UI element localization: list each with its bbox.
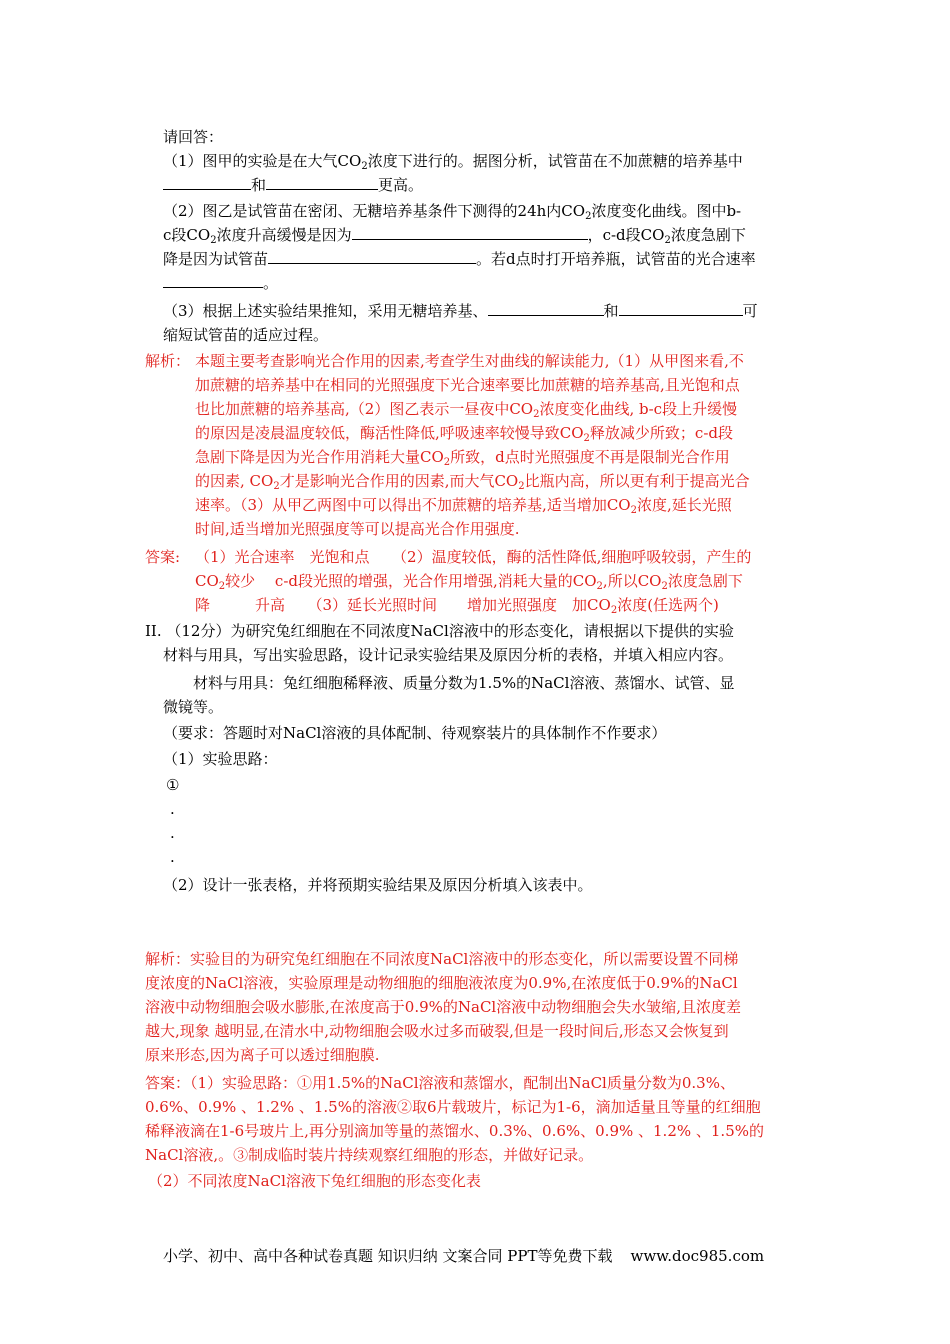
analysis-text: 解析：实验目的为研究兔红细胞在不同浓度NaCl溶液中的形态变化，所以需要设置不同梯 [145, 950, 739, 968]
dot-marker: . [170, 800, 175, 818]
question-ii-line: 材料与用具：兔红细胞稀释液、质量分数为1.5%的NaCl溶液、蒸馏水、试管、显 [193, 674, 735, 692]
analysis-text: 也比加蔗糖的培养基高,（2）图乙表示一昼夜中$CO_2$浓度变化曲线, b-c段上升缓慢 [195, 400, 738, 420]
analysis-text: 的原因是凌晨温度较低，酶活性降低,呼吸速率较慢导致$CO_2$释放减少所致；c-d段 [195, 424, 733, 444]
answer-blank[interactable] [163, 273, 263, 288]
answer-blank[interactable] [266, 175, 378, 190]
analysis-text: 度浓度的NaCl溶液，实验原理是动物细胞的细胞液浓度为0.9%,在浓度低于0.9%的NaCl [145, 974, 738, 992]
analysis-text: 速率。（3）从甲乙两图中可以得出不加蔗糖的培养基,适当增加$CO_2$浓度,延长光照 [195, 496, 732, 516]
analysis-text: 急剧下降是因为光合作用消耗大量$CO_2$所致，d点时光照强度不再是限制光合作用 [195, 448, 730, 468]
analysis-text: 本题主要考查影响光合作用的因素,考查学生对曲线的解读能力,（1）从甲图来看,不 [195, 352, 744, 370]
dot-marker: . [170, 824, 175, 842]
analysis-text: 溶液中动物细胞会吸水膨胀,在浓度高于0.9%的NaCl溶液中动物细胞会失水皱缩,且浓度差 [145, 998, 741, 1016]
question-ii-line: 微镜等。 [163, 698, 224, 716]
answer-text: 降 升高 （3）延长光照时间 增加光照强度 加$CO_2$浓度(任选两个) [195, 596, 719, 616]
answer-blank[interactable] [268, 249, 476, 264]
question-ii-line: II. （12分）为研究兔红细胞在不同浓度NaCl溶液中的形态变化，请根据以下提供的实验 [145, 622, 734, 640]
answer-text: （1）光合速率 光饱和点 （2）温度较低，酶的活性降低,细胞呼吸较弱，产生的 [195, 548, 752, 566]
analysis-text: 越大,现象 越明显,在清水中,动物细胞会吸水过多而破裂,但是一段时间后,形态又会恢复到 [145, 1022, 729, 1040]
analysis-text: 的因素, $CO_2$才是影响光合作用的因素,而大气$CO_2$比瓶内高，所以更有利于提高光合 [195, 472, 750, 492]
question-2-line: （2）图乙是试管苗在密闭、无糖培养基条件下测得的24h内$CO_2$浓度变化曲线。图中b- [163, 202, 742, 222]
answer-text: 0.6%、0.9% 、1.2% 、1.5%的溶液②取6片载玻片，标记为1-6，滴加适量且等量的红细胞 [145, 1098, 761, 1116]
answer-text: 稀释液滴在1-6号玻片上,再分别滴加等量的蒸馏水、0.3%、0.6%、0.9% 、1.2% 、1.5%的 [145, 1122, 765, 1140]
answer-label: 答案: [145, 548, 181, 566]
question-1-line: （1）图甲的实验是在大气$CO_2$浓度下进行的。据图分析，试管苗在不加蔗糖的培养基中 [163, 152, 743, 172]
answer-text: 答案：（1）实验思路：①用1.5%的NaCl溶液和蒸馏水，配制出NaCl质量分数为0.3%、 [145, 1074, 735, 1092]
answer-blank[interactable] [619, 301, 743, 316]
answer-text: NaCl溶液,。③制成临时装片持续观察红细胞的形态，并做好记录。 [145, 1146, 594, 1164]
answer-blank[interactable] [163, 175, 251, 190]
dot-marker: . [170, 848, 175, 866]
question-2-line: 。 [163, 272, 278, 294]
question-ii-line: 材料与用具，写出实验思路，设计记录实验结果及原因分析的表格，并填入相应内容。 [163, 646, 734, 664]
step-marker: ① [166, 776, 180, 794]
question-1-blanks: 和 更高。 [163, 174, 423, 196]
question-3-line: （3）根据上述实验结果推知，采用无糖培养基、 和 可 [163, 302, 758, 320]
answer-text: $CO_2$较少 c-d段光照的增强，光合作用增强,消耗大量的$CO_2$,所以$CO_2$浓度急剧下 [195, 572, 743, 592]
question-ii-line: （要求：答题时对NaCl溶液的具体配制、待观察装片的具体制作不作要求） [163, 724, 667, 742]
analysis-label: 解析： [145, 352, 191, 370]
question-ii-line: （2）设计一张表格，并将预期实验结果及原因分析填入该表中。 [163, 876, 593, 894]
page-footer [163, 1245, 764, 1266]
answer-text: （2）不同浓度NaCl溶液下兔红细胞的形态变化表 [148, 1172, 481, 1190]
footer-link[interactable]: www.doc985.com [630, 1247, 765, 1265]
prompt-line: 请回答： [163, 128, 224, 146]
question-2-line: 降是因为试管苗 。若d点时打开培养瓶，试管苗的光合速率 [163, 250, 756, 268]
question-ii-line: （1）实验思路： [163, 750, 278, 768]
question-3-line: 缩短试管苗的适应过程。 [163, 326, 329, 344]
footer-text: 小学、初中、高中各种试卷真题 知识归纳 文案合同 PPT等免费下载 [163, 1247, 613, 1265]
answer-blank[interactable] [352, 225, 588, 240]
answer-blank[interactable] [488, 301, 604, 316]
analysis-text: 时间,适当增加光照强度等可以提高光合作用强度. [195, 520, 520, 538]
analysis-text: 加蔗糖的培养基中在相同的光照强度下光合速率要比加蔗糖的培养基高,且光饱和点 [195, 376, 740, 394]
analysis-text: 原来形态,因为离子可以透过细胞膜. [145, 1046, 380, 1064]
question-2-line: c段$CO_2$浓度升高缓慢是因为 ，c-d段$CO_2$浓度急剧下 [163, 226, 746, 246]
